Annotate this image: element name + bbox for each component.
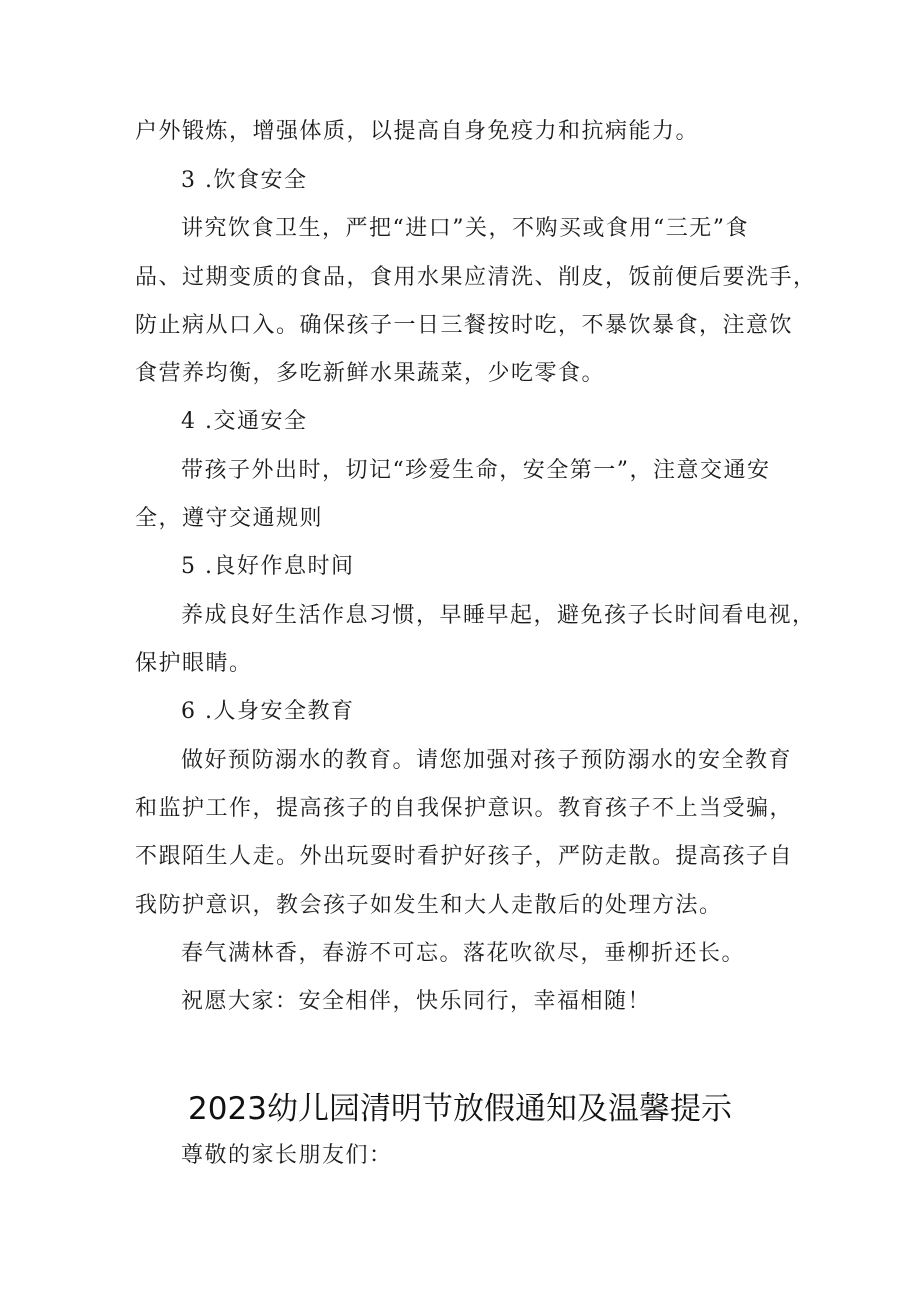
paragraph-line: 品、过期变质的食品，食用水果应清洗、削皮，饭前便后要洗手， xyxy=(135,265,817,290)
poem-line: 春气满林香，春游不可忘。落花吹欲尽，垂柳折还长。 xyxy=(181,941,746,966)
paragraph-line: 带孩子外出时，切记“珍爱生命，安全第一”，注意交通安 xyxy=(181,458,771,483)
paragraph-line: 保护眼睛。 xyxy=(135,651,253,676)
notice-title: 2023幼儿园清明节放假通知及温馨提示 xyxy=(188,1091,732,1127)
paragraph-line: 防止病从口入。确保孩子一日三餐按时吃，不暴饮暴食，注意饮 xyxy=(135,313,794,338)
salutation: 尊敬的家长朋友们： xyxy=(181,1143,393,1168)
paragraph-line: 讲究饮食卫生，严把“进口”关，不购买或食用“三无”食 xyxy=(181,216,749,241)
section-heading-diet-safety: 3 .饮食安全 xyxy=(181,168,308,193)
paragraph-line: 户外锻炼，增强体质，以提高自身免疫力和抗病能力。 xyxy=(135,119,700,144)
paragraph-line: 我防护意识，教会孩子如发生和大人走散后的处理方法。 xyxy=(135,893,723,918)
closing-wish: 祝愿大家：安全相伴，快乐同行，幸福相随！ xyxy=(181,989,652,1014)
paragraph-line: 不跟陌生人走。外出玩耍时看护好孩子，严防走散。提高孩子自 xyxy=(135,844,794,869)
paragraph-line: 和监护工作，提高孩子的自我保护意识。教育孩子不上当受骗， xyxy=(135,796,794,821)
section-heading-traffic-safety: 4 .交通安全 xyxy=(181,409,308,434)
section-heading-personal-safety: 6 .人身安全教育 xyxy=(181,699,355,724)
paragraph-line: 全，遵守交通规则 xyxy=(135,506,324,531)
section-heading-schedule: 5 .良好作息时间 xyxy=(181,554,355,579)
paragraph-line: 做好预防溺水的教育。请您加强对孩子预防溺水的安全教育 xyxy=(181,748,793,773)
paragraph-line: 食营养均衡，多吃新鲜水果蔬菜，少吃零食。 xyxy=(135,361,606,386)
paragraph-line: 养成良好生活作息习惯，早睡早起，避免孩子长时间看电视， xyxy=(181,603,816,628)
